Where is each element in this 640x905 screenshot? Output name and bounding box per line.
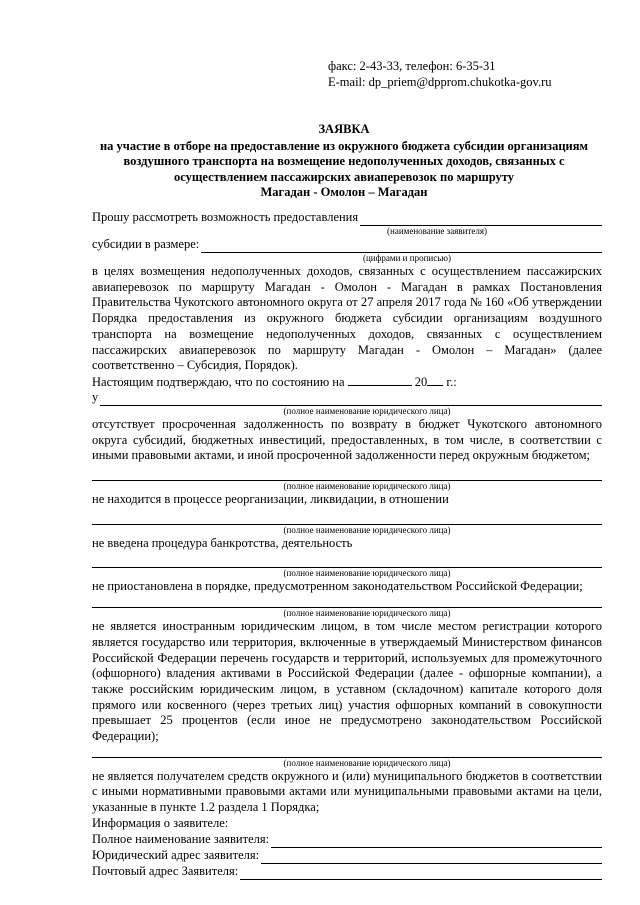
request-row: [92, 210, 602, 226]
entity-row: [92, 390, 602, 406]
confirm-suffix: г.:: [446, 374, 457, 389]
confirm-row: [92, 374, 602, 390]
at-label: у: [92, 390, 99, 405]
postal-address-label: Почтовый адрес Заявителя:: [92, 863, 239, 878]
entity-caption-3: (полное наименование юридического лица): [283, 524, 451, 535]
entity-name-field-2[interactable]: [92, 468, 602, 481]
form-body: [92, 210, 602, 880]
subsidy-label: субсидии в размере:: [92, 237, 200, 252]
entity-caption-5: (полное наименование юридического лица): [283, 608, 451, 619]
entity-caption-6: (полное наименование юридического лица): [283, 757, 451, 768]
clause-foreign: не является иностранным юридическим лицом, в том числе местом регистрации которого является государство или территория, включенные в утверждаемый Министерством финансов Российской Федерации перечень государств и территорий, используемых для промежуточного (офшорного) владения активами в Российской Федерации (далее - офшорные компании), а также российским юридическим лицом, в уставном (складочном) капитале которого доля прямого или косвенного (через третьих лиц) участия офшорных компаний в совокупности превышает 25 процентов (если иное не предусмотрено законодательством Российской Федерации);: [92, 619, 602, 744]
amount-caption: (цифрами и прописью): [362, 253, 452, 263]
title-line-3: осуществлением пассажирских авиаперевозок по маршруту: [173, 169, 515, 184]
confirm-year-field[interactable]: [427, 374, 443, 386]
confirm-date-field[interactable]: [348, 374, 412, 386]
postal-address-row: [92, 864, 602, 880]
full-name-field[interactable]: [271, 835, 602, 848]
confirm-year: 20: [414, 374, 428, 389]
clause-reorg: не находится в процессе реорганизации, ликвидации, в отношении: [92, 492, 449, 507]
phone-line: факс: 2-43-33, телефон: 6-35-31: [328, 59, 496, 73]
title-line-4: Магадан - Омолон – Магадан: [260, 185, 428, 199]
confirm-prefix: Настоящим подтверждаю, что по состоянию на: [92, 374, 345, 389]
entity-name-field-3[interactable]: [92, 512, 602, 525]
entity-caption-2: (полное наименование юридического лица): [283, 481, 451, 492]
purpose-paragraph: в целях возмещения недополученных доходов, связанных с осуществлением пассажирских авиаперевозок по маршруту Магадан - Омолон - Магадан в рамках Постановления Правительства Чукотского автономного округа от 27 апреля 2017 года № 160 «Об утверждении Порядка предоставления из окружного бюджета субсидии организациям воздушного транспорта на возмещение недополученных доходов, связанных с осуществлением пассажирских авиаперевозок по маршруту Магадан - Омолон – Магадан» (далее соответственно – Субсидия, Порядок).: [92, 264, 602, 373]
clause-recipient: не является получателем средств окружного и (или) муниципального бюджетов в соответствии с иными нормативными правовыми актами или муниципальными правовыми актами на цели, указанные в пункте 1.2 раздела 1 Порядка;: [92, 768, 602, 815]
clause-suspend: не приостановлена в порядке, предусмотренном законодательством Российской Федерации;: [92, 579, 583, 594]
entity-name-field-5[interactable]: [92, 595, 602, 608]
legal-address-field[interactable]: [261, 851, 602, 864]
full-name-label: Полное наименование заявителя:: [92, 831, 270, 846]
applicant-name-field[interactable]: [360, 213, 602, 226]
subsidy-row: [92, 237, 602, 253]
postal-address-field[interactable]: [240, 867, 602, 880]
legal-address-label: Юридический адрес заявителя:: [92, 847, 260, 862]
info-label: Информация о заявителе:: [92, 815, 229, 830]
title-block: [84, 122, 604, 201]
entity-name-field-6[interactable]: [92, 745, 602, 758]
applicant-caption: (наименование заявителя): [387, 226, 487, 236]
title-line-2: воздушного транспорта на возмещение недополученных доходов, связанных с: [123, 154, 565, 168]
email-line: E-mail: dp_priem@dpprom.chukotka-gov.ru: [328, 75, 552, 89]
clause-bankrupt: не введена процедура банкротства, деятельность: [92, 535, 353, 550]
document-heading: ЗАЯВКА: [318, 122, 370, 136]
clause-debt: отсутствует просроченная задолженность по возврату в бюджет Чукотского автономного округа субсидий, бюджетных инвестиций, предоставленных, в том числе, в соответствии с иными правовыми актами, и иной просроченной задолженности перед окружным бюджетом;: [92, 416, 602, 463]
entity-name-field-4[interactable]: [92, 555, 602, 568]
entity-caption-1: (полное наименование юридического лица): [283, 405, 451, 416]
subsidy-amount-field[interactable]: [201, 240, 602, 253]
full-name-row: [92, 832, 602, 848]
entity-caption-4: (полное наименование юридического лица): [283, 568, 451, 579]
request-label: Прошу рассмотреть возможность предоставления: [92, 210, 359, 225]
legal-address-row: [92, 848, 602, 864]
title-line-1: на участие в отборе на предоставление из окружного бюджета субсидии организациям: [99, 138, 589, 153]
contact-block: [328, 58, 552, 90]
entity-name-field[interactable]: [100, 393, 602, 406]
